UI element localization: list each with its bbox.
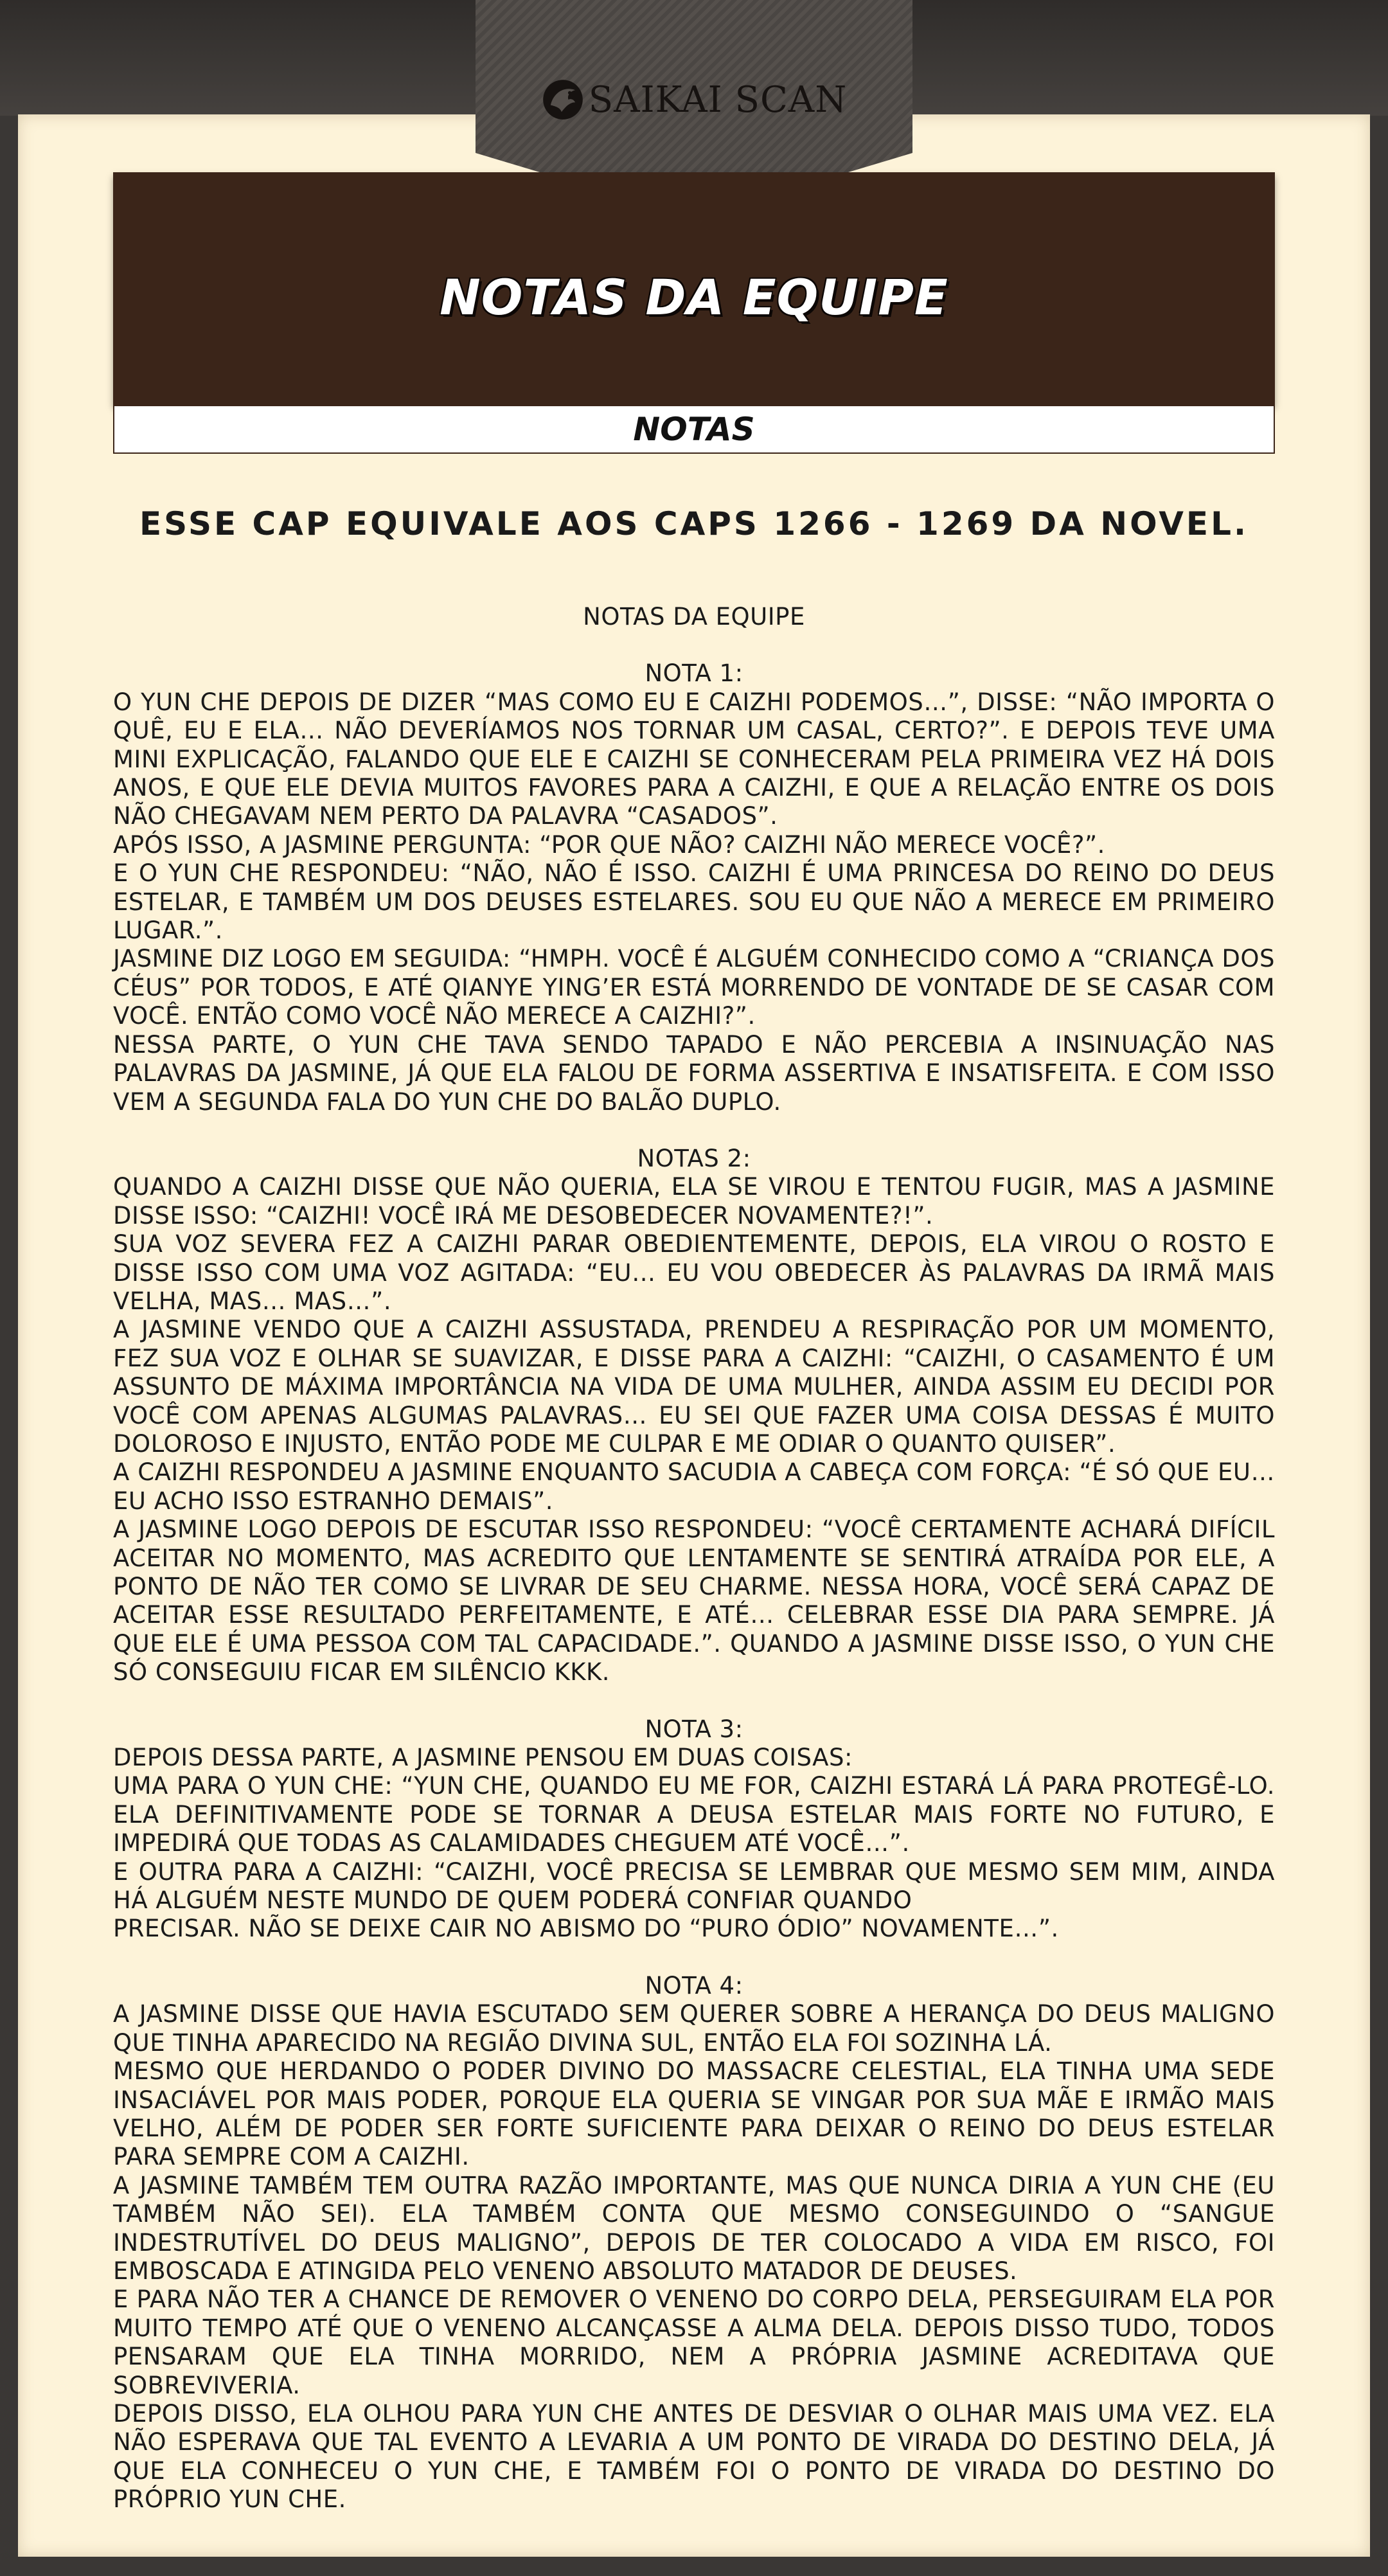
note-paragraph: UMA PARA O YUN CHE: “YUN CHE, QUANDO EU ME FOR, CAIZHI ESTARÁ LÁ PARA PROTEGÊ-LO. ELA DEFINITIVAMENTE PODE SE TORNAR A DEUSA ESTELAR MAIS FORTE NO FUTURO, E IMPEDIRÁ QUE TODAS AS CALAMIDADES CHEGUEM ATÉ VOCÊ…”.	[113, 1772, 1275, 1857]
notes-content	[113, 603, 1275, 2514]
note-paragraph: E O YUN CHE RESPONDEU: “NÃO, NÃO É ISSO. CAIZHI É UMA PRINCESA DO REINO DO DEUS ESTELAR, E TAMBÉM UM DOS DEUSES ESTELARES. SOU EU QUE NÃO A MERECE EM PRIMEIRO LUGAR.”.	[113, 859, 1275, 945]
spacer	[113, 1944, 1275, 1972]
note-paragraph: A JASMINE VENDO QUE A CAIZHI ASSUSTADA, PRENDEU A RESPIRAÇÃO POR UM MOMENTO, FEZ SUA VOZ E OLHAR SE SUAVIZAR, E DISSE PARA A CAIZHI: “CAIZHI, O CASAMENTO É UM ASSUNTO DE MÁXIMA IMPORTÂNCIA NA VIDA DE UMA MULHER, AINDA ASSIM EU DECIDI POR VOCÊ COM APENAS ALGUMAS PALAVRAS… EU SEI QUE FAZER UMA COISA DESSAS É MUITO DOLOROSO E INJUSTO, ENTÃO PODE ME CULPAR E ME ODIAR O QUANTO QUISER”.	[113, 1316, 1275, 1458]
note-paragraph: PRECISAR. NÃO SE DEIXE CAIR NO ABISMO DO “PURO ÓDIO” NOVAMENTE…”.	[113, 1915, 1059, 1943]
note-paragraph: A JASMINE DISSE QUE HAVIA ESCUTADO SEM QUERER SOBRE A HERANÇA DO DEUS MALIGNO QUE TINHA APARECIDO NA REGIÃO DIVINA SUL, ENTÃO ELA FOI SOZINHA LÁ.	[113, 2000, 1275, 2057]
note-paragraph: DEPOIS DISSO, ELA OLHOU PARA YUN CHE ANTES DE DESVIAR O OLHAR MAIS UMA VEZ. ELA NÃO ESPERAVA QUE TAL EVENTO A LEVARIA A UM PONTO DE VIRADA DO DESTINO DELA, JÁ QUE ELA CONHECEU O YUN CHE, E TAMBÉM FOI O PONTO DE VIRADA DO DESTINO DO PRÓPRIO YUN CHE.	[113, 2399, 1275, 2514]
notes-intro: NOTAS DA EQUIPE	[583, 603, 805, 631]
page-title: NOTAS DA EQUIPE	[440, 269, 948, 326]
note-paragraph: QUANDO A CAIZHI DISSE QUE NÃO QUERIA, ELA SE VIROU E TENTOU FUGIR, MAS A JASMINE DISSE ISSO: “CAIZHI! VOCÊ IRÁ ME DESOBEDECER NOVAMENTE?!”.	[113, 1173, 1275, 1230]
note-paragraph: E OUTRA PARA A CAIZHI: “CAIZHI, VOCÊ PRECISA SE LEMBRAR QUE MESMO SEM MIM, AINDA HÁ ALGUÉM NESTE MUNDO DE QUEM PODERÁ CONFIAR QUANDO	[113, 1857, 1275, 1915]
note-section	[113, 1972, 1275, 2514]
note-paragraph: DEPOIS DESSA PARTE, A JASMINE PENSOU EM DUAS COISAS:	[113, 1744, 853, 1772]
note-paragraph: A CAIZHI RESPONDEU A JASMINE ENQUANTO SACUDIA A CABEÇA COM FORÇA: “É SÓ QUE EU… EU ACHO ISSO ESTRANHO DEMAIS”.	[113, 1458, 1275, 1515]
title-banner	[113, 172, 1275, 405]
note-section	[113, 1715, 1275, 1944]
spacer	[113, 1687, 1275, 1715]
bottom-frame	[0, 2557, 1388, 2576]
note-section	[113, 1145, 1275, 1687]
note-paragraph: NESSA PARTE, O YUN CHE TAVA SENDO TAPADO E NÃO PERCEBIA A INSINUAÇÃO NAS PALAVRAS DA JASMINE, JÁ QUE ELA FALOU DE FORMA ASSERTIVA E INSATISFEITA. E COM ISSO VEM A SEGUNDA FALA DO YUN CHE DO BALÃO DUPLO.	[113, 1030, 1275, 1116]
note-paragraph: SUA VOZ SEVERA FEZ A CAIZHI PARAR OBEDIENTEMENTE, DEPOIS, ELA VIROU O ROSTO E DISSE ISSO COM UMA VOZ AGITADA: “EU… EU VOU OBEDECER ÀS PALAVRAS DA IRMÃ MAIS VELHA, MAS… MAS…”.	[113, 1230, 1275, 1315]
note-section	[113, 659, 1275, 1116]
note-paragraph: APÓS ISSO, A JASMINE PERGUNTA: “POR QUE NÃO? CAIZHI NÃO MERECE VOCÊ?”.	[113, 830, 1105, 859]
site-logo	[540, 76, 848, 123]
note-paragraph: A JASMINE TAMBÉM TEM OUTRA RAZÃO IMPORTANTE, MAS QUE NUNCA DIRIA A YUN CHE (EU TAMBÉM NÃO SEI). ELA TAMBÉM CONTA QUE MESMO CONSEGUINDO O “SANGUE INDESTRUTÍVEL DO DEUS MALIGNO”, DEPOIS DE TER COLOCADO A VIDA EM RISCO, FOI EMBOSCADA E ATINGIDA PELO VENENO ABSOLUTO MATADOR DE DEUSES.	[113, 2171, 1275, 2285]
note-heading: NOTA 3:	[645, 1715, 743, 1743]
note-heading: NOTA 4:	[645, 1971, 743, 1999]
spacer	[113, 1116, 1275, 1145]
note-heading: NOTA 1:	[645, 659, 743, 688]
notes-subtitle-bar	[113, 405, 1275, 454]
note-paragraph: A JASMINE LOGO DEPOIS DE ESCUTAR ISSO RESPONDEU: “VOCÊ CERTAMENTE ACHARÁ DIFÍCIL ACEITAR NO MOMENTO, MAS ACREDITO QUE LENTAMENTE SE SENTIRÁ ATRAÍDA POR ELE, A PONTO DE NÃO TER COMO SE LIVRAR DE SEU CHARME. NESSA HORA, VOCÊ SERÁ CAPAZ DE ACEITAR ESSE RESULTADO PERFEITAMENTE, E ATÉ… CELEBRAR ESSE DIA PARA SEMPRE. JÁ QUE ELE É UMA PESSOA COM TAL CAPACIDADE.”. QUANDO A JASMINE DISSE ISSO, O YUN CHE SÓ CONSEGUIU FICAR EM SILÊNCIO KKK.	[113, 1516, 1275, 1686]
chapter-equivalence-headline: ESSE CAP EQUIVALE AOS CAPS 1266 - 1269 DA NOVEL.	[139, 505, 1249, 542]
note-paragraph: MESMO QUE HERDANDO O PODER DIVINO DO MASSACRE CELESTIAL, ELA TINHA UMA SEDE INSACIÁVEL POR MAIS PODER, PORQUE ELA QUERIA SE VINGAR POR SUA MÃE E IRMÃO MAIS VELHO, ALÉM DE PODER SER FORTE SUFICIENTE PARA DEIXAR O REINO DO DEUS ESTELAR PARA SEMPRE COM A CAIZHI.	[113, 2057, 1275, 2171]
note-heading: NOTAS 2:	[637, 1144, 751, 1172]
dragon-emblem-icon	[541, 78, 585, 121]
notes-subtitle: NOTAS	[633, 411, 755, 448]
note-paragraph: E PARA NÃO TER A CHANCE DE REMOVER O VENENO DO CORPO DELA, PERSEGUIRAM ELA POR MUITO TEMPO ATÉ QUE O VENENO ALCANÇASSE A ALMA DELA. DEPOIS DISSO TUDO, TODOS PENSARAM QUE ELA TINHA MORRIDO, NEM A PRÓPRIA JASMINE ACREDITAVA QUE SOBREVIVERIA.	[113, 2285, 1275, 2399]
note-paragraph: O YUN CHE DEPOIS DE DIZER “MAS COMO EU E CAIZHI PODEMOS…”, DISSE: “NÃO IMPORTA O QUÊ, EU E ELA… NÃO DEVERÍAMOS NOS TORNAR UM CASAL, CERTO?”. E DEPOIS TEVE UMA MINI EXPLICAÇÃO, FALANDO QUE ELE E CAIZHI SE CONHECERAM PELA PRIMEIRA VEZ HÁ DOIS ANOS, E QUE ELE DEVIA MUITOS FAVORES PARA A CAIZHI, E QUE A RELAÇÃO ENTRE OS DOIS NÃO CHEGAVAM NEM PERTO DA PALAVRA “CASADOS”.	[113, 688, 1275, 830]
note-paragraph: JASMINE DIZ LOGO EM SEGUIDA: “HMPH. VOCÊ É ALGUÉM CONHECIDO COMO A “CRIANÇA DOS CÉUS” POR TODOS, E ATÉ QIANYE YING’ER ESTÁ MORRENDO DE VONTADE DE SE CASAR COM VOCÊ. ENTÃO COMO VOCÊ NÃO MERECE A CAIZHI?”.	[113, 945, 1275, 1030]
brand-name: SAIKAI SCAN	[588, 78, 848, 121]
spacer	[113, 631, 1275, 659]
